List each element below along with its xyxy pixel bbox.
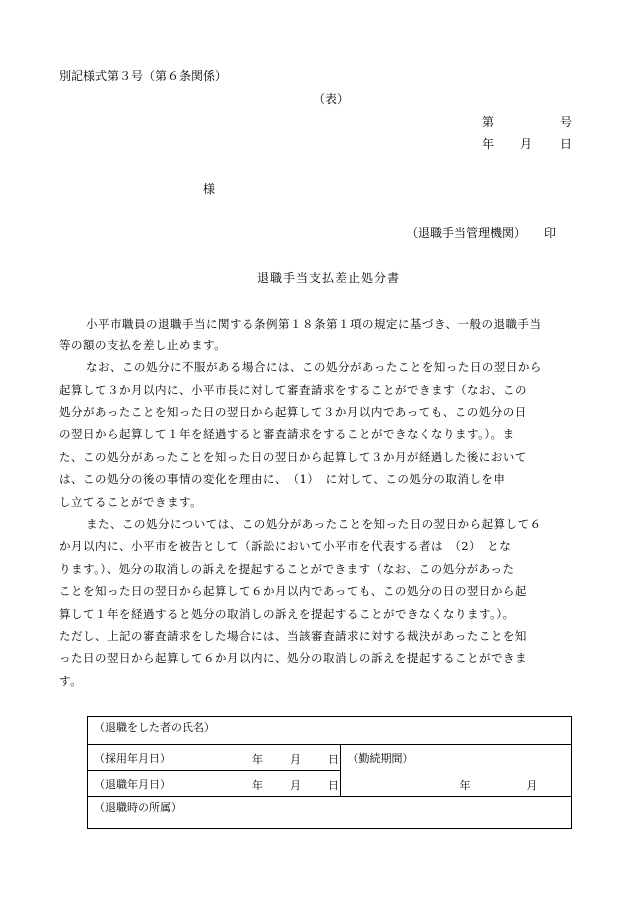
body-line: 等の額の支払を差し止めます。 bbox=[59, 338, 227, 352]
body-line: ただし、上記の審査請求をした場合には、当該審査請求に対する裁決があったことを知 bbox=[59, 629, 527, 643]
body-line: た、この処分があったことを知った日の翌日から起算して３か月が経過した後において bbox=[59, 450, 527, 464]
service-period-cell bbox=[341, 745, 572, 797]
hire-year: 年 bbox=[252, 753, 263, 766]
service-period-label: （勤続期間） bbox=[347, 752, 414, 765]
retire-date-label: （退職年月日） bbox=[94, 777, 171, 791]
retire-day: 日 bbox=[328, 779, 339, 792]
body-line: 小平市職員の退職手当に関する条例第１８条第１項の規定に基づき、一般の退職手当 bbox=[86, 317, 542, 331]
retire-month: 月 bbox=[290, 779, 301, 792]
body-line: なお、この処分に不服がある場合には、この処分があったことを知った日の翌日から bbox=[86, 360, 542, 374]
date-day: 日 bbox=[560, 137, 573, 151]
addressee-sama: 様 bbox=[203, 182, 216, 196]
body-line: また、この処分については、この処分があったことを知った日の翌日から起算して６ bbox=[86, 517, 542, 531]
retire-date-cell bbox=[88, 771, 341, 797]
issuer-label: （退職手当管理機関） bbox=[406, 226, 527, 240]
date-month: 月 bbox=[520, 137, 533, 151]
retiree-name-cell bbox=[88, 717, 572, 745]
body-line: は、この処分の後の事情の変化を理由に、 （1） に対して、この処分の取消しを申 bbox=[59, 472, 506, 486]
body-line: か月以内に、小平市を被告として（訴訟において小平市を代表する者は （2） とな bbox=[59, 539, 512, 553]
hire-date-cell bbox=[88, 745, 341, 771]
doc-number-dai: 第 bbox=[482, 115, 495, 129]
retirement-dept-label: （退職時の所属） bbox=[94, 801, 182, 814]
date-year: 年 bbox=[482, 137, 495, 151]
body-line: ことを知った日の翌日から起算して６か月以内であっても、この処分の日の翌日から起 bbox=[59, 584, 527, 598]
seal-label: 印 bbox=[544, 226, 557, 240]
service-month: 月 bbox=[526, 779, 538, 792]
form-label: 別記様式第３号（第６条関係） bbox=[59, 69, 228, 83]
body-line: 算して１年を経過すると処分の取消しの訴えを提起することができなくなります。）。 bbox=[59, 607, 515, 621]
body-line: し立てることができます。 bbox=[59, 495, 203, 509]
retiree-info-table bbox=[87, 716, 572, 829]
retirement-dept-cell bbox=[88, 797, 572, 829]
hire-date-label: （採用年月日） bbox=[94, 751, 171, 765]
hire-month: 月 bbox=[290, 753, 301, 766]
body-line: す。 bbox=[59, 674, 83, 688]
body-line: の翌日から起算して１年を経過すると審査請求をすることができなくなります。）。ま bbox=[59, 427, 515, 441]
body-line: ります。）、処分の取消しの訴えを提起することができます（なお、この処分があった bbox=[59, 562, 515, 576]
document-title: 退職手当支払差止処分書 bbox=[257, 271, 401, 285]
retire-year: 年 bbox=[252, 779, 263, 792]
service-year: 年 bbox=[459, 779, 471, 792]
body-line: 起算して３か月以内に、小平市長に対して審査請求をすることができます（なお、この bbox=[59, 383, 527, 397]
side-label: （表） bbox=[313, 92, 350, 106]
body-line: った日の翌日から起算して６か月以内に、処分の取消しの訴えを提起することができま bbox=[59, 651, 527, 665]
retiree-name-label: （退職をした者の氏名） bbox=[94, 721, 215, 734]
hire-day: 日 bbox=[328, 753, 339, 766]
body-line: 処分があったことを知った日の翌日から起算して３か月以内であっても、この処分の日 bbox=[59, 405, 527, 419]
doc-number-go: 号 bbox=[560, 115, 573, 129]
